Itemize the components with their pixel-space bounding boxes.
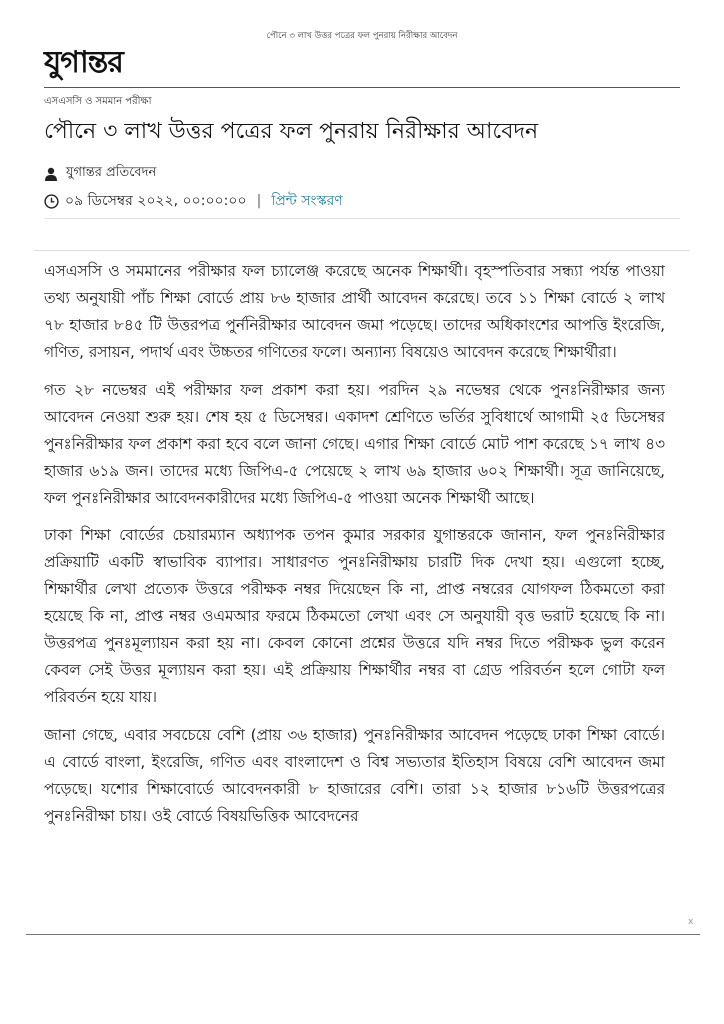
- print-header-title: পৌনে ৩ লাখ উত্তর পত্রের ফল পুনরায় নিরীক্ষার আবেদন: [266, 31, 458, 41]
- byline: [44, 163, 156, 184]
- dateline: [44, 189, 343, 213]
- date-separator: |: [256, 193, 262, 209]
- footer-divider: [26, 934, 700, 935]
- newspaper-logo[interactable]: যুগান্তর: [44, 45, 123, 80]
- article-body: [44, 258, 665, 932]
- article-divider: [34, 250, 690, 251]
- article-paragraph: এসএসসি ও সমমানের পরীক্ষার ফল চ্যালেঞ্জ করেছে অনেক শিক্ষার্থী। বৃহস্পতিবার সন্ধ্যা পর্যন্ত পাওয়া তথ্য অনুযায়ী পাঁচ শিক্ষা বোর্ডে প্রায় ৮৬ হাজার প্রার্থী আবেদন করেছে। তবে ১১ শিক্ষা বোর্ডে ২ লাখ ৭৮ হাজার ৮৪৫ টি উত্তরপত্র পুর্ননিরীক্ষার আবেদন জমা পড়েছে। তাদের অধিকাংশের আপত্তি ইংরেজি, গণিত, রসায়ন, পদার্থ এবং উচ্চতর গণিতের ফলে। অন্যান্য বিষয়েও আবেদন করেছে শিক্ষার্থীরা।: [44, 262, 665, 361]
- byline-author: যুগান্তর প্রতিবেদন: [66, 165, 157, 180]
- publish-date: ০৯ ডিসেম্বর ২০২২, ০০:০০:০০: [65, 193, 247, 209]
- article-paragraph: জানা গেছে, এবার সবচেয়ে বেশি (প্রায় ৩৬ হাজার) পুনঃনিরীক্ষার আবেদন পড়েছে ঢাকা শিক্ষা বোর্ডে। এ বোর্ডে বাংলা, ইংরেজি, গণিত এবং বাংলাদেশ ও বিশ্ব সভ্যতার ইতিহাস বিষয়ে বেশি আবেদন জমা পড়েছে। যশোর শিক্ষাবোর্ডে আবেদনকারী ৮ হাজারের বেশি। তারা ১২ হাজার ৮১৬টি উত্তরপত্রের পুনঃনিরীক্ষা চায়। ওই বোর্ডে বিষয়ভিত্তিক আবেদনের: [44, 725, 665, 825]
- clock-icon: [44, 194, 59, 209]
- close-icon[interactable]: x: [688, 917, 694, 927]
- category-label[interactable]: এসএসসি ও সমমান পরীক্ষা: [44, 96, 152, 107]
- header-divider: [44, 87, 680, 88]
- article-paragraph: গত ২৮ নভেম্বর এই পরীক্ষার ফল প্রকাশ করা হয়। পরদিন ২৯ নভেম্বর থেকে পুনঃনিরীক্ষার জন্য আবেদন নেওয়া শুরু হয়। শেষ হয় ৫ ডিসেম্বর। একাদশ শ্রেণিতে ভর্তির সুবিধার্থে আগামী ২৫ ডিসেম্বর পুনঃনিরীক্ষার ফল প্রকাশ করা হবে বলে জানা গেছে। এগার শিক্ষা বোর্ডে মোট পাশ করেছে ১৭ লাখ ৪৩ হাজার ৬১৯ জন। তাদের মধ্যে জিপিএ-৫ পেয়েছে ২ লাখ ৬৯ হাজার ৬০২ শিক্ষার্থী। সূত্র জানিয়েছে, ফল পুনঃনিরীক্ষার আবেদনকারীদের মধ্যে জিপিএ-৫ পাওয়া অনেক শিক্ষার্থী আছে।: [44, 380, 665, 507]
- meta-divider: [44, 218, 680, 219]
- print-edition-link[interactable]: প্রিন্ট সংস্করণ: [271, 193, 343, 209]
- article-headline: পৌনে ৩ লাখ উত্তর পত্রের ফল পুনরায় নিরীক্ষার আবেদন: [44, 119, 539, 144]
- user-icon: [44, 167, 58, 181]
- article-paragraph: ঢাকা শিক্ষা বোর্ডের চেয়ারম্যান অধ্যাপক তপন কুমার সরকার যুগান্তরকে জানান, ফল পুনঃনিরীক্ষার প্রক্রিয়াটি একটি স্বাভাবিক ব্যাপার। সাধারণত পুনঃনিরীক্ষায় চারটি দিক দেখা হয়। এগুলো হচ্ছে, শিক্ষার্থীর লেখা প্রত্যেক উত্তরে পরীক্ষক নম্বর দিয়েছেন কি না, প্রাপ্ত নম্বরের যোগফল ঠিকমতো করা হয়েছে কি না, প্রাপ্ত নম্বর ওএমআর ফরমে ঠিকমতো লেখা এবং সে অনুযায়ী বৃত্ত ভরাট হয়েছে কি না। উত্তরপত্র পুনঃমূল্যায়ন করা হয় না। কেবল কোনো প্রশ্নের উত্তরে যদি নম্বর দিতে পরীক্ষক ভুল করেন কেবল সেই উত্তর মূল্যায়ন করা হয়। এই প্রক্রিয়ায় শিক্ষার্থীর নম্বর বা গ্রেড পরিবর্তন হলে গোটা ফল পরিবর্তন হয়ে যায়।: [44, 526, 665, 706]
